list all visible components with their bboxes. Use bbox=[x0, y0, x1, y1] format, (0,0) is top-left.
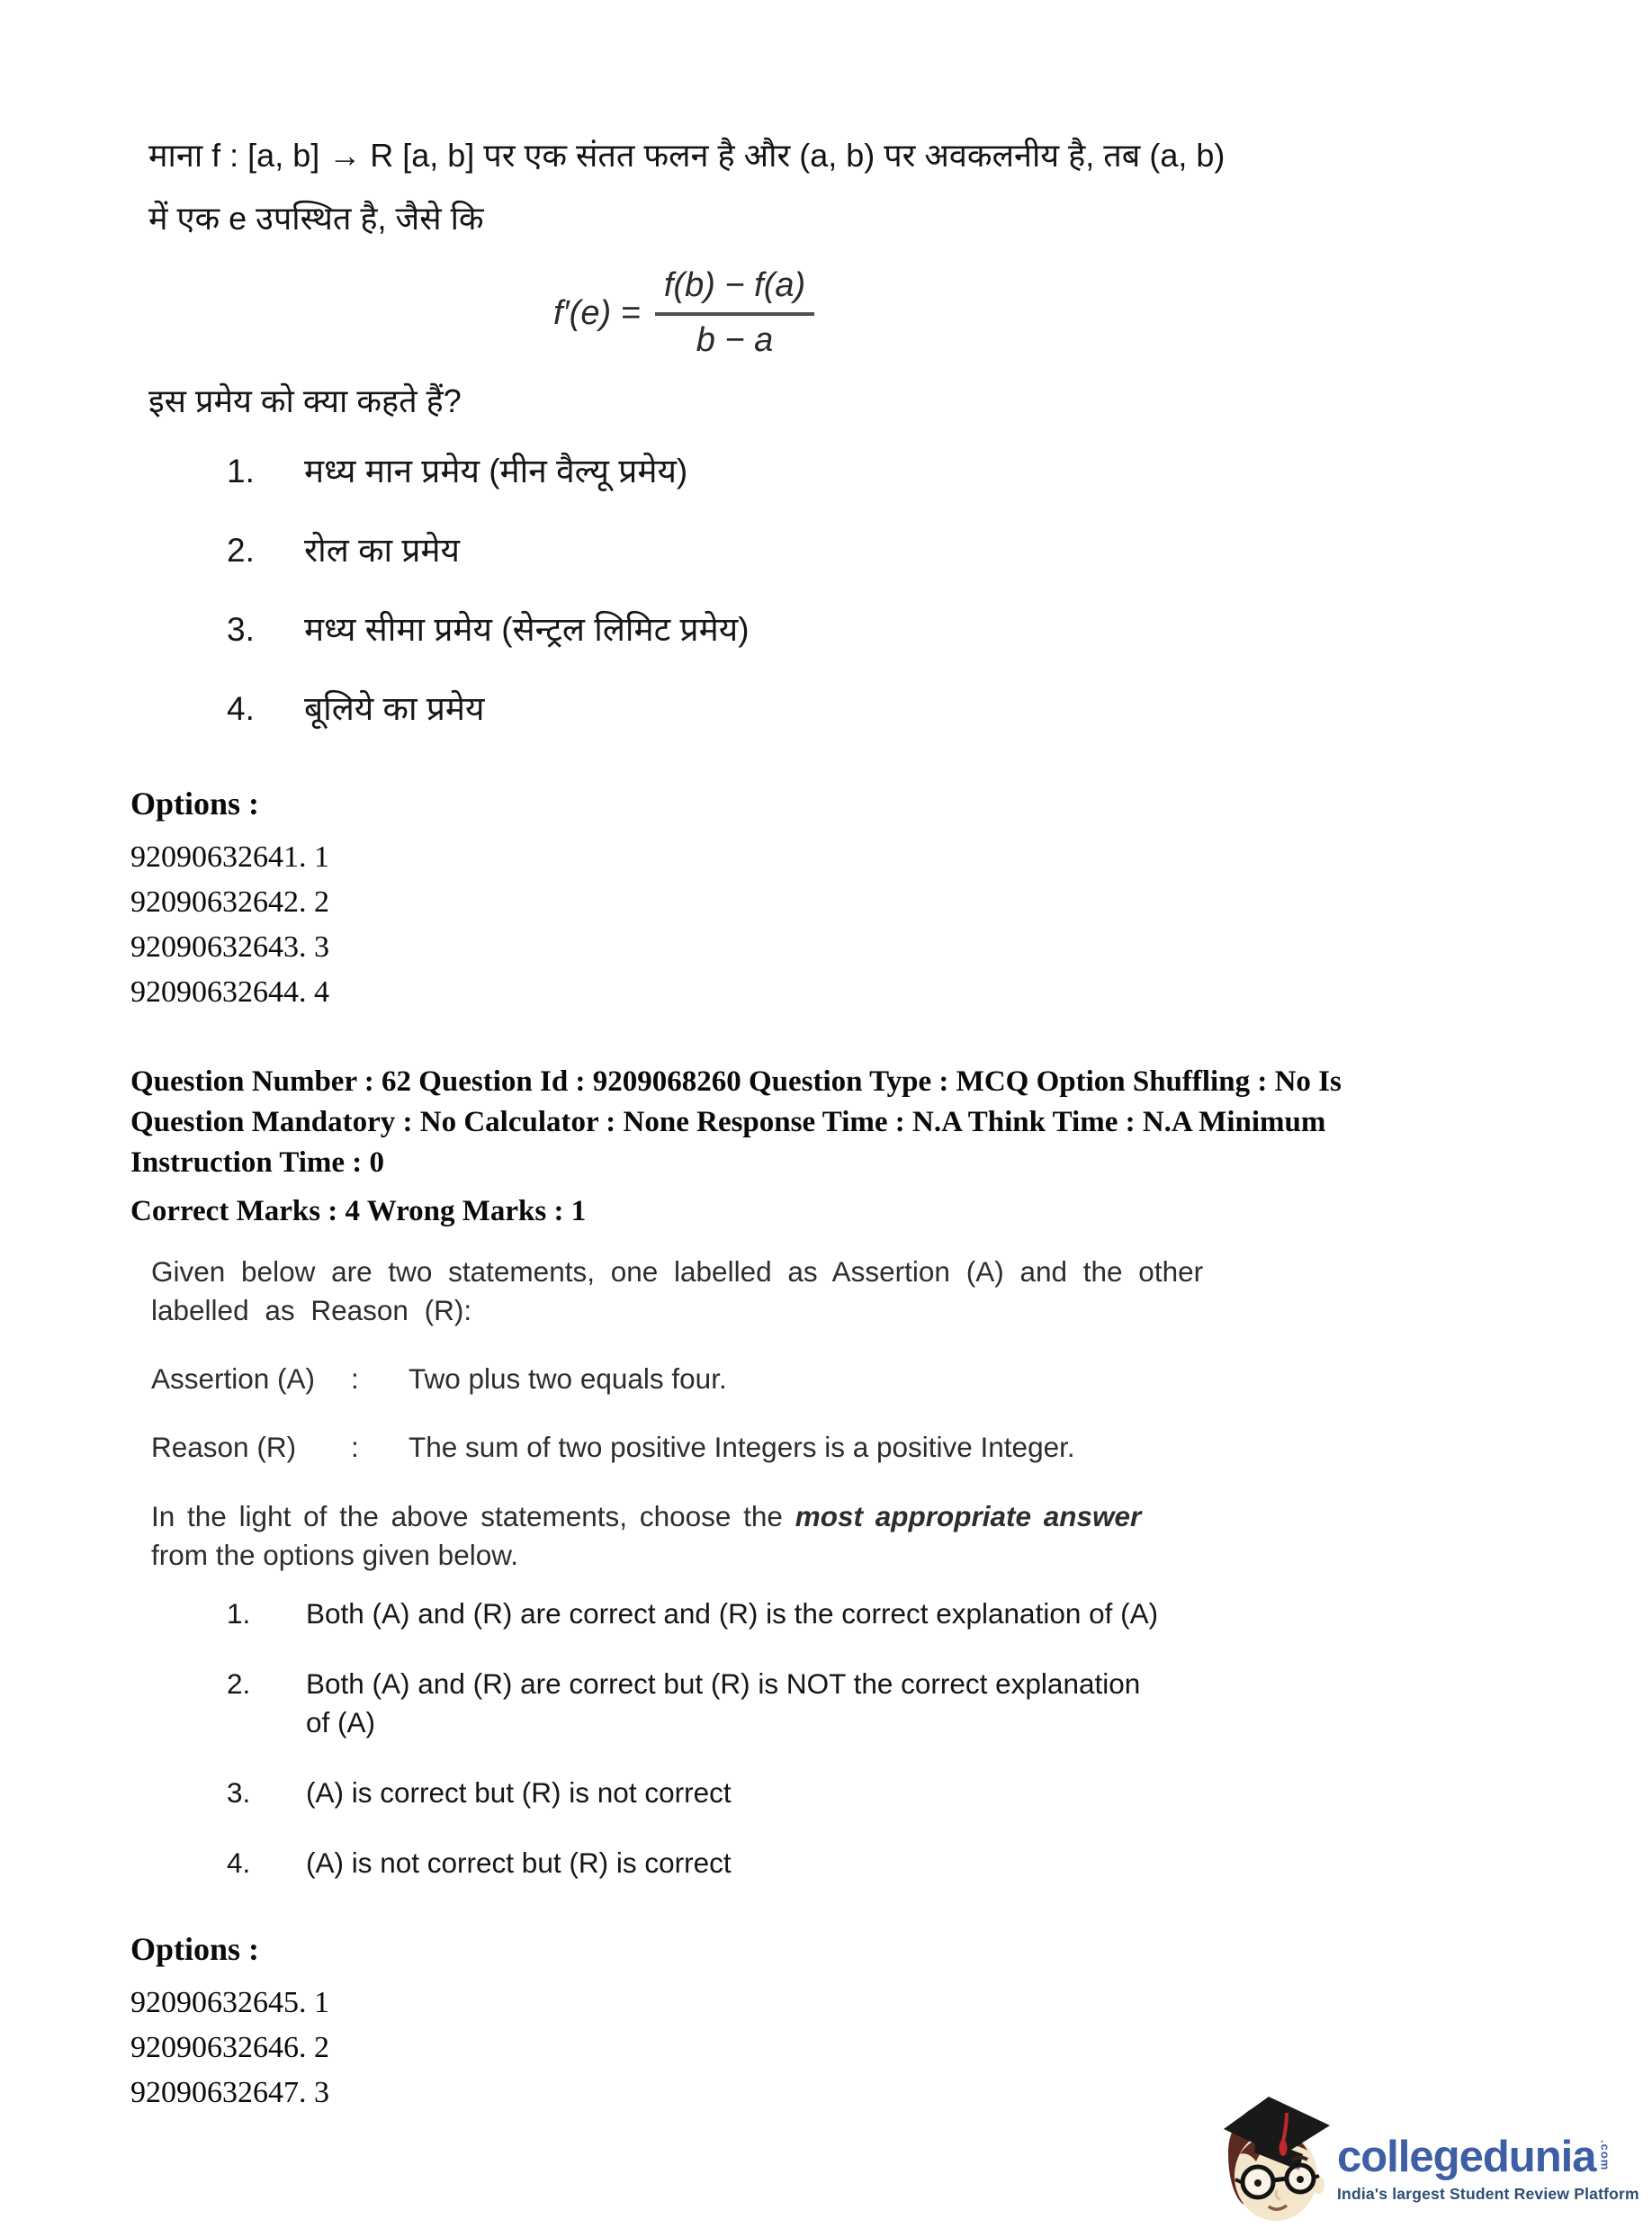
fraction-denominator: b − a bbox=[696, 321, 774, 359]
closing-pre: In the light of the above statements, choose the bbox=[151, 1500, 795, 1532]
choice-number: 1. bbox=[227, 1597, 251, 1630]
choice-row bbox=[227, 529, 750, 572]
hindi-question-intro: माना f : [a, b] → R [a, b] पर एक संतत फलन है और (a, b) पर अवकलनीय है, तब (a, b) में एक e उपस्थित है, जैसे कि bbox=[148, 137, 1226, 237]
assertion-colon: : bbox=[351, 1362, 359, 1395]
hindi-choice-list bbox=[227, 450, 750, 767]
choice-row bbox=[227, 1665, 1369, 1742]
option-id-line: 92090632646. 2 bbox=[130, 2031, 329, 2064]
assertion-label: Assertion (A) bbox=[151, 1362, 316, 1395]
formula-fraction bbox=[655, 266, 814, 360]
reason-text: The sum of two positive Integers is a positive Integer. bbox=[409, 1431, 1075, 1463]
fraction-numerator: f(b) − f(a) bbox=[655, 266, 814, 316]
choice-row bbox=[227, 1595, 1369, 1633]
mvt-formula bbox=[553, 266, 814, 360]
choice-text: (A) is not correct but (R) is correct bbox=[306, 1846, 732, 1879]
options-block-q62 bbox=[130, 1930, 329, 2116]
choice-number: 3. bbox=[227, 1776, 251, 1809]
assertion-text: Two plus two equals four. bbox=[409, 1362, 727, 1395]
choice-row bbox=[227, 608, 750, 651]
english-choice-list bbox=[227, 1595, 1369, 1914]
choice-number: 4. bbox=[227, 1846, 251, 1879]
question-62-body bbox=[151, 1253, 1438, 1575]
choice-number: 2. bbox=[227, 532, 255, 569]
choice-number: 4. bbox=[227, 690, 255, 727]
choice-text: मध्य मान प्रमेय (मीन वैल्यू प्रमेय) bbox=[304, 453, 688, 490]
reason-label: Reason (R) bbox=[151, 1431, 297, 1463]
brand-name: collegedunia bbox=[1337, 2133, 1596, 2181]
choice-number: 3. bbox=[227, 611, 255, 648]
choice-row bbox=[227, 687, 750, 731]
formula-lhs: f′(e) = bbox=[553, 293, 641, 332]
closing-instruction bbox=[151, 1497, 1438, 1575]
logo-text bbox=[1337, 2133, 1639, 2204]
choice-text: रोल का प्रमेय bbox=[304, 532, 460, 569]
question-metadata bbox=[130, 1062, 1561, 1232]
choice-text: Both (A) and (R) are correct and (R) is the correct explanation of (A) bbox=[306, 1597, 1159, 1630]
assertion-row bbox=[151, 1360, 1438, 1398]
closing-line-2: from the options given below. bbox=[151, 1539, 518, 1571]
option-id-line: 92090632645. 1 bbox=[130, 1986, 329, 2019]
choice-text: (A) is correct but (R) is not correct bbox=[306, 1776, 732, 1809]
reason-colon: : bbox=[351, 1431, 359, 1463]
question-meta-line: Question Number : 62 Question Id : 9209068260 Question Type : MCQ Option Shuffling : No Is Question Mandatory : No Calculator : None Response Time : N.A Think Time : N.A Minimum Instruction Time : 0 bbox=[130, 1065, 1342, 1179]
option-id-line: 92090632643. 3 bbox=[130, 930, 329, 964]
collegedunia-logo bbox=[1217, 2095, 1639, 2223]
options-block-q61 bbox=[130, 785, 329, 1015]
option-id-line: 92090632644. 4 bbox=[130, 975, 329, 1009]
closing-line-1 bbox=[151, 1497, 1438, 1536]
brand-tagline: India's largest Student Review Platform bbox=[1337, 2185, 1639, 2203]
option-id-line: 92090632641. 1 bbox=[130, 840, 329, 874]
closing-emphasis: most appropriate answer bbox=[795, 1500, 1142, 1532]
hindi-question-prompt: इस प्रमेय को क्या कहते हैं? bbox=[148, 382, 462, 419]
option-id-line: 92090632642. 2 bbox=[130, 885, 329, 919]
choice-number: 2. bbox=[227, 1667, 251, 1700]
mascot-icon bbox=[1217, 2095, 1332, 2223]
brand-row bbox=[1337, 2133, 1639, 2181]
choice-row bbox=[227, 1844, 1369, 1882]
choice-row bbox=[227, 450, 750, 493]
choice-text: बूलिये का प्रमेय bbox=[304, 690, 485, 727]
assertion-reason-intro: Given below are two statements, one labelled as Assertion (A) and the other labelled as Reason (R): bbox=[151, 1255, 1204, 1326]
choice-number: 1. bbox=[227, 453, 255, 490]
option-id-line: 92090632647. 3 bbox=[130, 2076, 329, 2109]
marks-line: Correct Marks : 4 Wrong Marks : 1 bbox=[130, 1195, 587, 1227]
options-heading: Options : bbox=[130, 1931, 260, 1967]
reason-row bbox=[151, 1428, 1438, 1467]
choice-row bbox=[227, 1774, 1369, 1812]
choice-text: मध्य सीमा प्रमेय (सेन्ट्रल लिमिट प्रमेय) bbox=[304, 611, 750, 648]
brand-domain: .com bbox=[1598, 2140, 1612, 2171]
choice-text: Both (A) and (R) are correct but (R) is NOT the correct explanation of (A) bbox=[306, 1667, 1141, 1738]
options-heading: Options : bbox=[130, 786, 260, 822]
